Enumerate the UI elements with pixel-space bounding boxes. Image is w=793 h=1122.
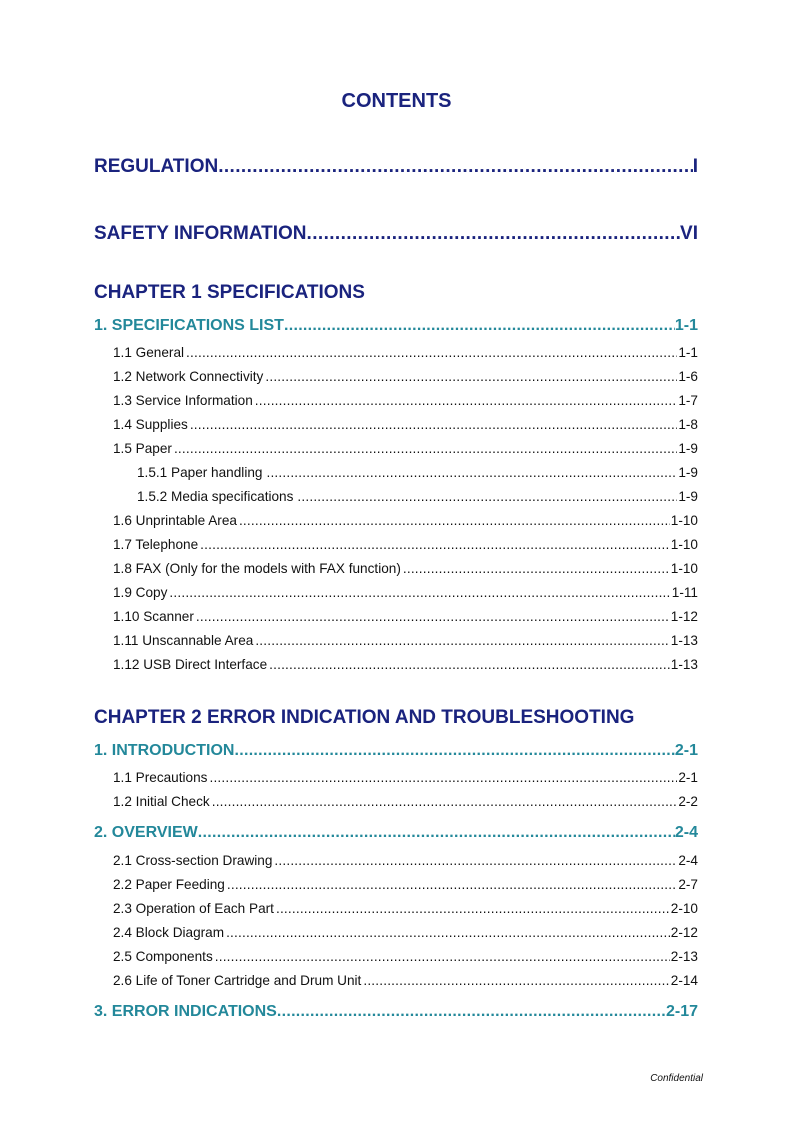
toc-item-label: 1.11 Unscannable Area bbox=[113, 633, 254, 648]
dot-leader bbox=[266, 465, 677, 480]
toc-entry-label: 3. ERROR INDICATIONS bbox=[94, 1003, 277, 1020]
toc-item-page: 1-9 bbox=[678, 441, 698, 456]
toc-item-label: 1.6 Unprintable Area bbox=[113, 513, 237, 528]
toc-item-page: 2-10 bbox=[670, 901, 698, 916]
toc-item[interactable] bbox=[113, 561, 698, 576]
toc-item-page: 1-10 bbox=[670, 537, 698, 552]
toc-item[interactable] bbox=[113, 973, 698, 988]
toc-section-error-indications[interactable] bbox=[94, 1003, 698, 1021]
toc-item-page: 2-12 bbox=[670, 925, 698, 940]
dot-leader bbox=[307, 223, 681, 245]
toc-item-page: 1-13 bbox=[670, 633, 698, 648]
toc-entry-page: I bbox=[692, 156, 698, 177]
toc-entry-page: 2-1 bbox=[674, 742, 698, 759]
dot-leader bbox=[215, 949, 670, 964]
toc-item[interactable] bbox=[113, 441, 698, 456]
toc-entry-page: VI bbox=[680, 223, 698, 244]
toc-item[interactable] bbox=[113, 794, 698, 809]
dot-leader bbox=[212, 794, 678, 809]
toc-item-label: 1.2 Network Connectivity bbox=[113, 369, 264, 384]
toc-entry-page: 2-4 bbox=[674, 824, 698, 841]
toc-item[interactable] bbox=[113, 901, 698, 916]
toc-item[interactable] bbox=[113, 585, 698, 600]
toc-item-label: 2.1 Cross-section Drawing bbox=[113, 853, 273, 868]
dot-leader bbox=[363, 973, 669, 988]
toc-section-specifications-list[interactable] bbox=[94, 317, 698, 335]
toc-item[interactable] bbox=[113, 877, 698, 892]
toc-item[interactable] bbox=[113, 345, 698, 360]
dot-leader bbox=[186, 345, 677, 360]
toc-item[interactable] bbox=[113, 925, 698, 940]
dot-leader bbox=[255, 633, 669, 648]
toc-item-label: 1.2 Initial Check bbox=[113, 794, 210, 809]
toc-item-label: 1.1 General bbox=[113, 345, 185, 360]
toc-item-label: 1.10 Scanner bbox=[113, 609, 194, 624]
toc-item-label: 1.7 Telephone bbox=[113, 537, 199, 552]
dot-leader bbox=[297, 489, 677, 504]
toc-item-page: 1-10 bbox=[670, 513, 698, 528]
toc-item-label: 1.12 USB Direct Interface bbox=[113, 657, 268, 672]
page-title: CONTENTS bbox=[341, 90, 452, 112]
toc-subitem[interactable] bbox=[137, 465, 698, 480]
toc-item-label: 2.2 Paper Feeding bbox=[113, 877, 225, 892]
toc-section-overview[interactable] bbox=[94, 824, 698, 842]
dot-leader bbox=[226, 925, 670, 940]
toc-item-label: 1.5.2 Media specifications bbox=[137, 489, 294, 504]
dot-leader bbox=[218, 156, 693, 178]
dot-leader bbox=[269, 657, 670, 672]
toc-item-page: 1-9 bbox=[678, 489, 698, 504]
dot-leader bbox=[198, 824, 675, 842]
dot-leader bbox=[190, 417, 678, 432]
toc-entry-label: 1. SPECIFICATIONS LIST bbox=[94, 317, 284, 334]
toc-item-page: 2-2 bbox=[678, 794, 698, 809]
toc-item[interactable] bbox=[113, 609, 698, 624]
toc-item-page: 1-6 bbox=[678, 369, 698, 384]
dot-leader bbox=[276, 901, 670, 916]
toc-item-label: 2.5 Components bbox=[113, 949, 213, 964]
toc-entry-label: REGULATION bbox=[94, 156, 219, 177]
toc-item-page: 2-13 bbox=[670, 949, 698, 964]
toc-item-page: 2-1 bbox=[678, 770, 698, 785]
toc-item[interactable] bbox=[113, 770, 698, 785]
toc-item-page: 1-1 bbox=[678, 345, 698, 360]
toc-subitem[interactable] bbox=[137, 489, 698, 504]
toc-item[interactable] bbox=[113, 513, 698, 528]
toc-item-page: 1-7 bbox=[678, 393, 698, 408]
toc-item-label: 1.4 Supplies bbox=[113, 417, 188, 432]
dot-leader bbox=[200, 537, 670, 552]
dot-leader bbox=[403, 561, 670, 576]
toc-item-page: 1-9 bbox=[678, 465, 698, 480]
toc-item[interactable] bbox=[113, 657, 698, 672]
dot-leader bbox=[277, 1003, 666, 1021]
chapter-1-heading: CHAPTER 1 SPECIFICATIONS bbox=[94, 282, 365, 303]
toc-item[interactable] bbox=[113, 949, 698, 964]
chapter-2-heading: CHAPTER 2 ERROR INDICATION AND TROUBLESHOOTING bbox=[94, 707, 635, 728]
dot-leader bbox=[169, 585, 670, 600]
toc-item-page: 1-11 bbox=[671, 585, 698, 600]
dot-leader bbox=[196, 609, 670, 624]
confidential-footer: Confidential bbox=[650, 1073, 703, 1084]
dot-leader bbox=[209, 770, 677, 785]
toc-entry-safety-information[interactable] bbox=[94, 223, 698, 245]
toc-item-label: 2.4 Block Diagram bbox=[113, 925, 225, 940]
toc-section-introduction[interactable] bbox=[94, 742, 698, 760]
toc-item-label: 1.9 Copy bbox=[113, 585, 168, 600]
toc-item-label: 2.6 Life of Toner Cartridge and Drum Unit bbox=[113, 973, 362, 988]
dot-leader bbox=[255, 393, 678, 408]
toc-entry-label: SAFETY INFORMATION bbox=[94, 223, 307, 244]
toc-item[interactable] bbox=[113, 537, 698, 552]
toc-item-label: 1.8 FAX (Only for the models with FAX function) bbox=[113, 561, 401, 576]
toc-item-label: 1.5 Paper bbox=[113, 441, 172, 456]
toc-item-page: 2-14 bbox=[670, 973, 698, 988]
dot-leader bbox=[274, 853, 677, 868]
dot-leader bbox=[174, 441, 677, 456]
toc-item-page: 1-12 bbox=[670, 609, 698, 624]
dot-leader bbox=[265, 369, 677, 384]
toc-item-page: 1-8 bbox=[678, 417, 698, 432]
dot-leader bbox=[284, 317, 675, 335]
toc-entry-page: 2-17 bbox=[665, 1003, 698, 1020]
toc-entry-page: 1-1 bbox=[674, 317, 698, 334]
toc-item[interactable] bbox=[113, 417, 698, 432]
toc-item-page: 1-10 bbox=[670, 561, 698, 576]
toc-item[interactable] bbox=[113, 633, 698, 648]
toc-item-label: 2.3 Operation of Each Part bbox=[113, 901, 274, 916]
toc-item[interactable] bbox=[113, 369, 698, 384]
dot-leader bbox=[239, 513, 670, 528]
toc-item-page: 1-13 bbox=[670, 657, 698, 672]
toc-item-label: 1.3 Service Information bbox=[113, 393, 253, 408]
toc-item-page: 2-4 bbox=[678, 853, 698, 868]
toc-item-label: 1.5.1 Paper handling bbox=[137, 465, 263, 480]
toc-entry-label: 2. OVERVIEW bbox=[94, 824, 198, 841]
toc-entry-regulation[interactable] bbox=[94, 156, 698, 178]
dot-leader bbox=[234, 742, 674, 760]
toc-item[interactable] bbox=[113, 393, 698, 408]
toc-item-label: 1.1 Precautions bbox=[113, 770, 208, 785]
toc-item[interactable] bbox=[113, 853, 698, 868]
toc-entry-label: 1. INTRODUCTION bbox=[94, 742, 235, 759]
toc-item-page: 2-7 bbox=[678, 877, 698, 892]
dot-leader bbox=[227, 877, 677, 892]
